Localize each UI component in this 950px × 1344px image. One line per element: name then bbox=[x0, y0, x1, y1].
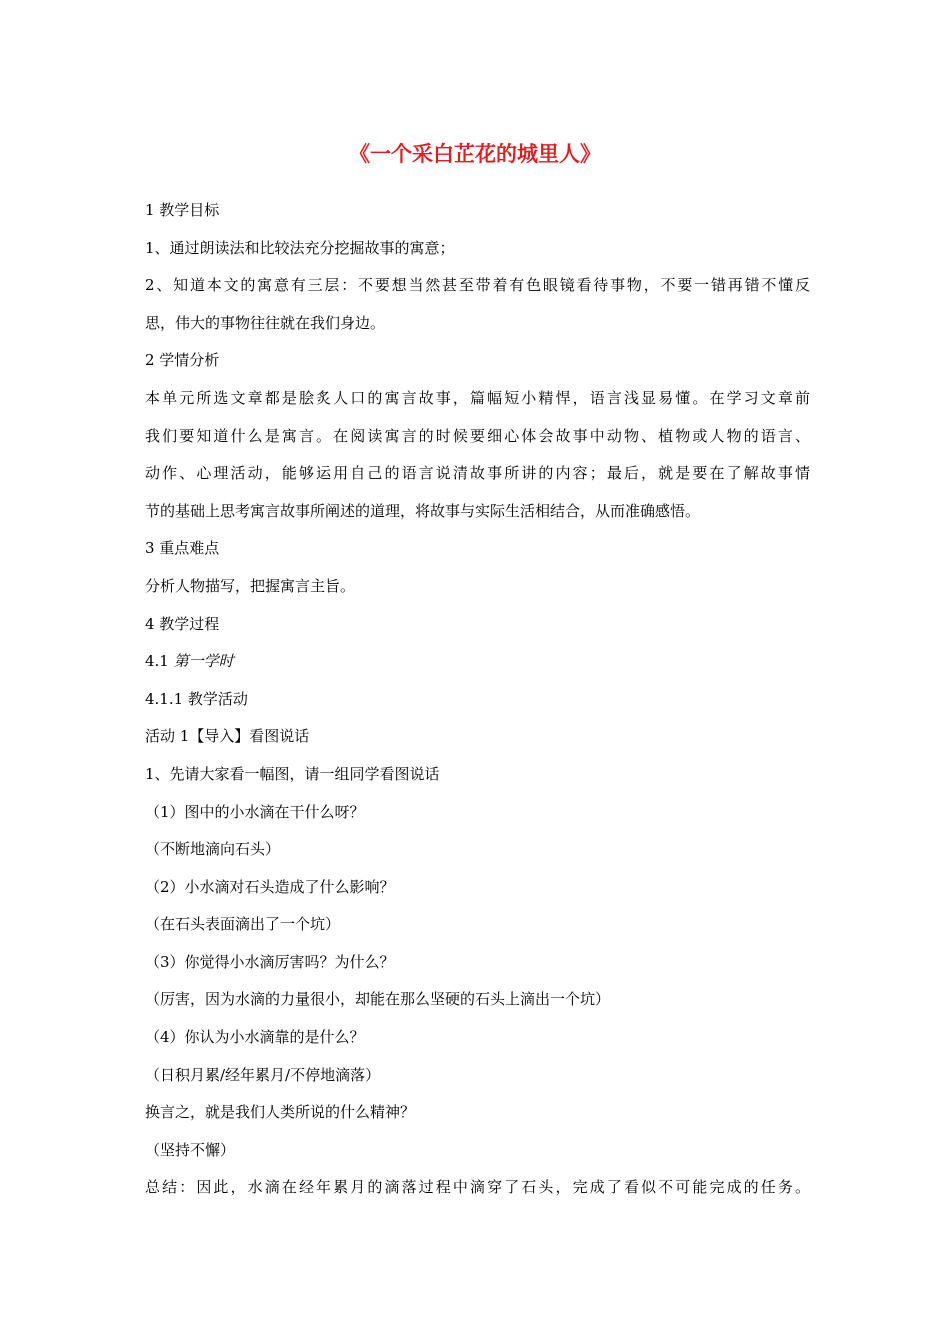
line-text: 换言之，就是我们人类所说的什么精神？ bbox=[145, 1103, 416, 1122]
text-line bbox=[145, 493, 810, 531]
line-text: （2）小水滴对石头造成了什么影响？ bbox=[145, 877, 395, 896]
text-line bbox=[145, 267, 810, 305]
text-line bbox=[145, 1019, 810, 1057]
line-text: 4.1.1 教学活动 bbox=[145, 689, 248, 708]
line-text: （4）你认为小水滴靠的是什么？ bbox=[145, 1028, 365, 1047]
text-line bbox=[145, 1169, 810, 1207]
line-text: （在石头表面滴出了一个坑） bbox=[145, 915, 341, 934]
line-text: 1、先请大家看一幅图，请一组同学看图说话 bbox=[145, 764, 440, 783]
text-line bbox=[145, 530, 810, 568]
text-line bbox=[145, 643, 810, 681]
line-text: 2 学情分析 bbox=[145, 351, 220, 370]
text-line bbox=[145, 455, 810, 493]
line-text: （厉害，因为水滴的力量很小，却能在那么坚硬的石头上滴出一个坑） bbox=[145, 990, 611, 1009]
line-text: 分析人物描写，把握寓言主旨。 bbox=[145, 576, 356, 595]
text-line bbox=[145, 305, 810, 343]
line-text: 节的基础上思考寓言故事所阐述的道理，将故事与实际生活相结合，从而准确感悟。 bbox=[145, 501, 701, 520]
line-text: 本单元所选文章都是脍炙人口的寓言故事，篇幅短小精悍，语言浅显易懂。在学习文章前 bbox=[145, 388, 810, 407]
line-text: （不断地滴向石头） bbox=[145, 840, 281, 859]
line-text: 1 教学目标 bbox=[145, 201, 220, 219]
session-heading: 第一学时 bbox=[173, 652, 234, 671]
document-body bbox=[145, 192, 810, 1207]
text-line bbox=[145, 380, 810, 418]
line-text: 2、知道本文的寓意有三层：不要想当然甚至带着有色眼镜看待事物，不要一错再错不懂反 bbox=[145, 276, 810, 295]
line-text: 我们要知道什么是寓言。在阅读寓言的时候要细心体会故事中动物、植物或人物的语言、 bbox=[145, 426, 810, 445]
line-text: （坚持不懈） bbox=[145, 1140, 236, 1159]
text-line bbox=[145, 756, 810, 794]
text-line bbox=[145, 944, 810, 982]
text-line bbox=[145, 342, 810, 380]
text-line bbox=[145, 718, 810, 756]
text-line bbox=[145, 681, 810, 719]
line-text: 1、通过朗读法和比较法充分挖掘故事的寓意； bbox=[145, 238, 455, 257]
line-text: （1）图中的小水滴在干什么呀？ bbox=[145, 802, 365, 821]
line-text: 活动 1【导入】看图说话 bbox=[145, 727, 310, 746]
text-line bbox=[145, 606, 810, 644]
text-line bbox=[145, 1132, 810, 1170]
line-text: 4 教学过程 bbox=[145, 614, 220, 633]
line-text: （3）你觉得小水滴厉害吗？为什么？ bbox=[145, 952, 395, 971]
text-line bbox=[145, 906, 810, 944]
text-line bbox=[145, 794, 810, 832]
section-number: 4.1 bbox=[145, 652, 174, 671]
text-line bbox=[145, 831, 810, 869]
text-line bbox=[145, 568, 810, 606]
text-line bbox=[145, 230, 810, 268]
line-text: 总结：因此，水滴在经年累月的滴落过程中滴穿了石头，完成了看似不可能完成的任务。 bbox=[145, 1178, 810, 1197]
document-title: 《一个采白芷花的城里人》 bbox=[349, 142, 601, 166]
line-text: 思，伟大的事物往往就在我们身边。 bbox=[145, 313, 386, 332]
line-text: 动作、心理活动，能够运用自己的语言说清故事所讲的内容；最后，就是要在了解故事情 bbox=[145, 464, 810, 483]
text-line bbox=[145, 1057, 810, 1095]
line-text: 3 重点难点 bbox=[145, 539, 220, 558]
text-line bbox=[145, 981, 810, 1019]
text-line bbox=[145, 869, 810, 907]
text-line bbox=[145, 418, 810, 456]
line-text: （日积月累/经年累月/不停地滴落） bbox=[145, 1065, 381, 1084]
text-line bbox=[145, 1094, 810, 1132]
text-line bbox=[145, 192, 810, 230]
